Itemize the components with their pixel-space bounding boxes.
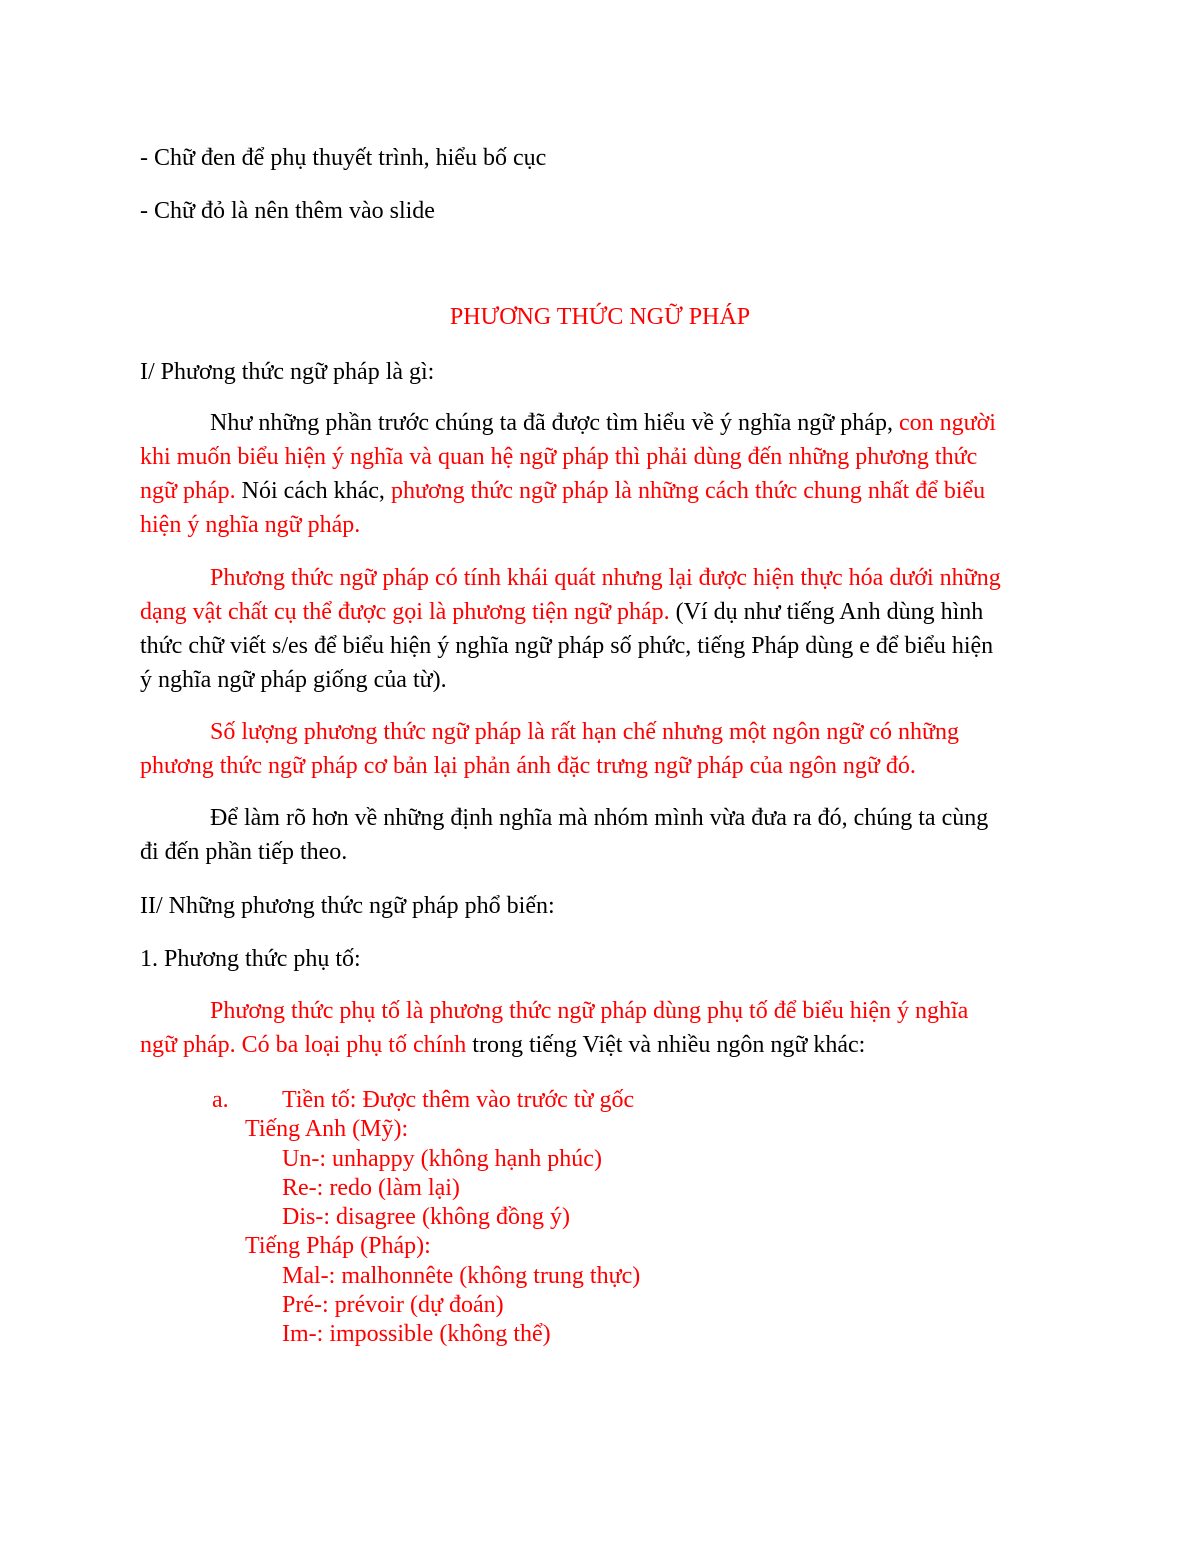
example-item: Im-: impossible (không thể) (282, 1321, 551, 1348)
paragraph-text: dạng vật chất cụ thể được gọi là phương tiện ngữ pháp. (140, 599, 670, 625)
paragraph-text: khi muốn biểu hiện ý nghĩa và quan hệ ngữ pháp thì phải dùng đến những phương thức (140, 444, 978, 470)
section-2-heading: II/ Những phương thức ngữ pháp phổ biến: (140, 893, 555, 919)
paragraph-text: hiện ý nghĩa ngữ pháp. (140, 512, 361, 538)
paragraph-text: con người (898, 410, 996, 436)
subsection-1-heading: 1. Phương thức phụ tố: (140, 946, 361, 972)
example-item: Mal-: malhonnête (không trung thực) (282, 1262, 641, 1289)
list-item-prefix (140, 1086, 640, 1115)
paragraph-text: ngữ pháp. (140, 478, 236, 504)
document-title: PHƯƠNG THỨC NGỮ PHÁP (449, 304, 751, 330)
section-1-paragraph-3 (140, 715, 1060, 783)
language-label: Tiếng Pháp (Pháp): (245, 1233, 431, 1260)
example-item: Dis-: disagree (không đồng ý) (282, 1204, 570, 1231)
section-1-paragraph-1 (140, 406, 1060, 542)
paragraph-text: trong tiếng Việt và nhiều ngôn ngữ khác: (466, 1032, 866, 1058)
note-black-text: - Chữ đen để phụ thuyết trình, hiểu bố cục (140, 145, 547, 171)
example-item: Re-: redo (làm lại) (282, 1174, 460, 1201)
paragraph-text: phương thức ngữ pháp là những cách thức chung nhất để biểu (390, 478, 986, 504)
language-label: Tiếng Anh (Mỹ): (245, 1116, 409, 1143)
prefix-list (140, 1086, 640, 1350)
paragraph-text: phương thức ngữ pháp cơ bản lại phản ánh đặc trưng ngữ pháp của ngôn ngữ đó. (140, 753, 916, 779)
section-1-paragraph-4 (140, 801, 1060, 869)
paragraph-text: Nói cách khác, (235, 478, 391, 504)
paragraph-text: Như những phần trước chúng ta đã được tìm hiểu về ý nghĩa ngữ pháp, (210, 410, 899, 436)
paragraph-text: Phương thức ngữ pháp có tính khái quát nhưng lại được hiện thực hóa dưới những (210, 565, 1001, 591)
note-red-text: - Chữ đỏ là nên thêm vào slide (140, 198, 435, 224)
paragraph-text: (Ví dụ như tiếng Anh dùng hình (669, 599, 984, 625)
list-marker: a. (212, 1087, 229, 1113)
paragraph-text: Phương thức phụ tố là phương thức ngữ pháp dùng phụ tố để biểu hiện ý nghĩa (210, 998, 969, 1024)
section-1-heading: I/ Phương thức ngữ pháp là gì: (140, 359, 435, 385)
subsection-1-paragraph (140, 994, 1060, 1062)
section-1-paragraph-2 (140, 561, 1060, 697)
paragraph-text: Số lượng phương thức ngữ pháp là rất hạn chế nhưng một ngôn ngữ có những (210, 719, 960, 745)
paragraph-text: Để làm rõ hơn về những định nghĩa mà nhóm mình vừa đưa ra đó, chúng ta cùng (210, 805, 989, 831)
example-item: Un-: unhappy (không hạnh phúc) (282, 1145, 602, 1172)
paragraph-text: thức chữ viết s/es để biểu hiện ý nghĩa ngữ pháp số phức, tiếng Pháp dùng e để biểu hiện (140, 633, 994, 659)
list-label: Tiền tố: Được thêm vào trước từ gốc (282, 1087, 635, 1113)
example-item: Pré-: prévoir (dự đoán) (282, 1292, 504, 1319)
paragraph-text: đi đến phần tiếp theo. (140, 839, 348, 865)
paragraph-text: ngữ pháp. Có ba loại phụ tố chính (140, 1032, 467, 1058)
paragraph-text: ý nghĩa ngữ pháp giống của từ). (140, 667, 447, 693)
